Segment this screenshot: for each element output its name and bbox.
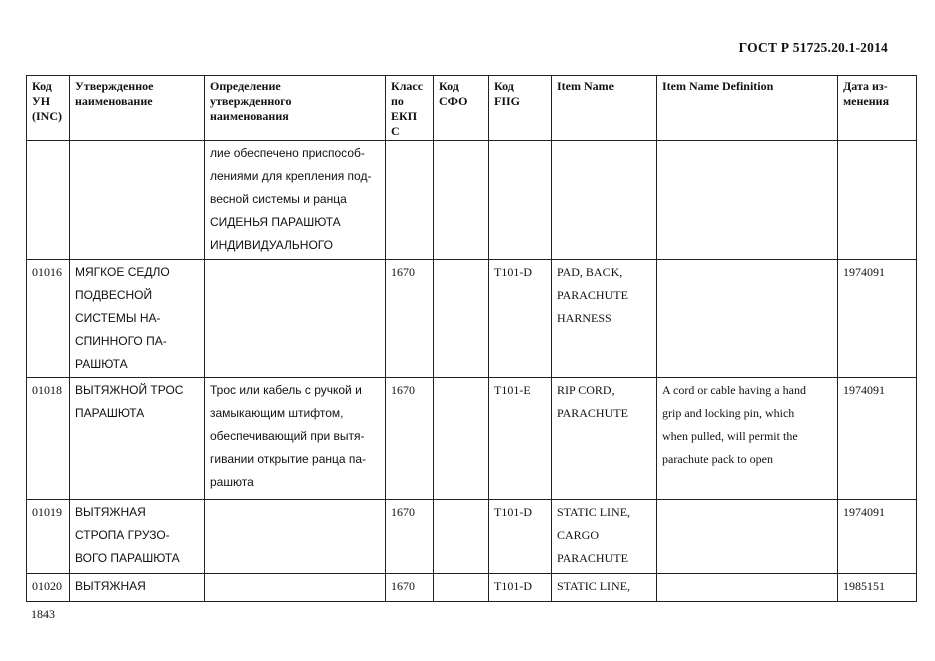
cell-line: when pulled, will permit the: [662, 429, 798, 443]
cell-definition: [205, 141, 386, 260]
cell-line: RIP CORD,: [557, 383, 615, 397]
cell-line: РАШЮТА: [75, 357, 128, 371]
cell-item-def: [657, 574, 838, 602]
cell-ekps: 1670: [386, 260, 434, 378]
column-header-approved-name: [70, 76, 205, 141]
column-header-line: Код: [494, 79, 514, 93]
cell-line: обеспечивающий при вытя-: [210, 429, 365, 443]
cell-date: 1974091: [838, 500, 917, 574]
column-header-line: FIIG: [494, 94, 521, 108]
table-body: [27, 141, 917, 602]
cell-line: МЯГКОЕ СЕДЛО: [75, 265, 170, 279]
cell-approved-name: [70, 141, 205, 260]
column-header-date: [838, 76, 917, 141]
column-header-line: Определение: [210, 79, 281, 93]
cell-line: СПИННОГО ПА-: [75, 334, 167, 348]
cell-definition: [205, 260, 386, 378]
cell-inc: 01016: [27, 260, 70, 378]
cell-line: A cord or cable having a hand: [662, 383, 806, 397]
cell-line: ПОДВЕСНОЙ: [75, 288, 153, 302]
cell-line: ПАРАШЮТА: [75, 406, 145, 420]
cell-line: PARACHUTE: [557, 288, 628, 302]
table-row: [27, 574, 917, 602]
cell-line: весной системы и ранца: [210, 192, 347, 206]
cell-ekps: 1670: [386, 500, 434, 574]
table-header-row: [27, 76, 917, 141]
column-header-ekps: [386, 76, 434, 141]
cell-line: PARACHUTE: [557, 551, 628, 565]
table-row: [27, 378, 917, 500]
page-number: 1843: [31, 607, 55, 621]
column-header-line: наименования: [210, 109, 289, 123]
cell-ekps: 1670: [386, 574, 434, 602]
cell-definition: [205, 574, 386, 602]
cell-line: рашюта: [210, 475, 254, 489]
cell-line: STATIC LINE,: [557, 505, 631, 519]
cell-line: Трос или кабель с ручкой и: [210, 383, 362, 397]
cell-date: 1974091: [838, 378, 917, 500]
cell-item-name: [552, 260, 657, 378]
cell-item-def: [657, 378, 838, 500]
table-row: [27, 500, 917, 574]
cell-item-def: [657, 260, 838, 378]
cell-item-def: [657, 500, 838, 574]
cell-line: PARACHUTE: [557, 406, 628, 420]
cell-sfo: [434, 378, 489, 500]
column-header-line: Код: [32, 79, 52, 93]
column-header-inc: [27, 76, 70, 141]
cell-line: CARGO: [557, 528, 600, 542]
column-header-line: УН: [32, 94, 51, 108]
cell-line: ВЫТЯЖНАЯ: [75, 505, 146, 519]
column-header-definition: [205, 76, 386, 141]
cell-line: HARNESS: [557, 311, 612, 325]
cell-approved-name: [70, 260, 205, 378]
cell-line: СИСТЕМЫ НА-: [75, 311, 161, 325]
column-header-sfo: [434, 76, 489, 141]
column-header-item-def: [657, 76, 838, 141]
cell-line: ВОГО ПАРАШЮТА: [75, 551, 180, 565]
cell-inc: 01020: [27, 574, 70, 602]
cell-ekps: 1670: [386, 378, 434, 500]
document-code: ГОСТ Р 51725.20.1-2014: [738, 40, 888, 55]
cell-definition: [205, 500, 386, 574]
cell-item-def: [657, 141, 838, 260]
cell-date: 1985151: [838, 574, 917, 602]
column-header-line: Класс: [391, 79, 424, 93]
cell-item-name: [552, 141, 657, 260]
cell-approved-name: [70, 574, 205, 602]
column-header-fiig: [489, 76, 552, 141]
column-header-line: по: [391, 94, 404, 108]
cell-inc: 01019: [27, 500, 70, 574]
cell-approved-name: [70, 500, 205, 574]
cell-date: [838, 141, 917, 260]
catalog-table: [26, 75, 917, 602]
cell-line: ВЫТЯЖНАЯ: [75, 579, 146, 593]
cell-sfo: [434, 260, 489, 378]
column-header-line: менения: [843, 94, 890, 108]
cell-item-name: [552, 378, 657, 500]
cell-inc: [27, 141, 70, 260]
column-header-line: утвержденного: [210, 94, 292, 108]
column-header-line: (INC): [32, 109, 62, 123]
cell-fiig: T101-D: [489, 500, 552, 574]
cell-line: гивании открытие ранца па-: [210, 452, 367, 466]
cell-date: 1974091: [838, 260, 917, 378]
cell-line: СИДЕНЬЯ ПАРАШЮТА: [210, 215, 341, 229]
cell-line: ВЫТЯЖНОЙ ТРОС: [75, 383, 184, 397]
cell-line: grip and locking pin, which: [662, 406, 795, 420]
cell-fiig: T101-D: [489, 260, 552, 378]
cell-line: parachute pack to open: [662, 452, 773, 466]
cell-item-name: [552, 500, 657, 574]
cell-sfo: [434, 141, 489, 260]
cell-line: замыкающим штифтом,: [210, 406, 344, 420]
column-header-line: Item Name: [557, 79, 614, 93]
cell-line: ИНДИВИДУАЛЬНОГО: [210, 238, 333, 252]
column-header-line: Утвержденное: [75, 79, 154, 93]
cell-approved-name: [70, 378, 205, 500]
cell-fiig: T101-D: [489, 574, 552, 602]
column-header-line: Дата из-: [843, 79, 888, 93]
column-header-line: С: [391, 124, 400, 138]
cell-line: лениями для крепления под-: [210, 169, 372, 183]
table-row: [27, 260, 917, 378]
table-row: [27, 141, 917, 260]
column-header-line: СФО: [439, 94, 468, 108]
cell-sfo: [434, 574, 489, 602]
cell-fiig: T101-E: [489, 378, 552, 500]
cell-item-name: [552, 574, 657, 602]
cell-line: лие обеспечено приспособ-: [210, 146, 365, 160]
cell-definition: [205, 378, 386, 500]
cell-line: STATIC LINE,: [557, 579, 631, 593]
cell-sfo: [434, 500, 489, 574]
column-header-line: Item Name Definition: [662, 79, 774, 93]
cell-inc: 01018: [27, 378, 70, 500]
column-header-item-name: [552, 76, 657, 141]
cell-line: СТРОПА ГРУЗО-: [75, 528, 170, 542]
cell-ekps: [386, 141, 434, 260]
column-header-line: ЕКП: [391, 109, 418, 123]
cell-line: PAD, BACK,: [557, 265, 623, 279]
cell-fiig: [489, 141, 552, 260]
column-header-line: Код: [439, 79, 459, 93]
column-header-line: наименование: [75, 94, 153, 108]
